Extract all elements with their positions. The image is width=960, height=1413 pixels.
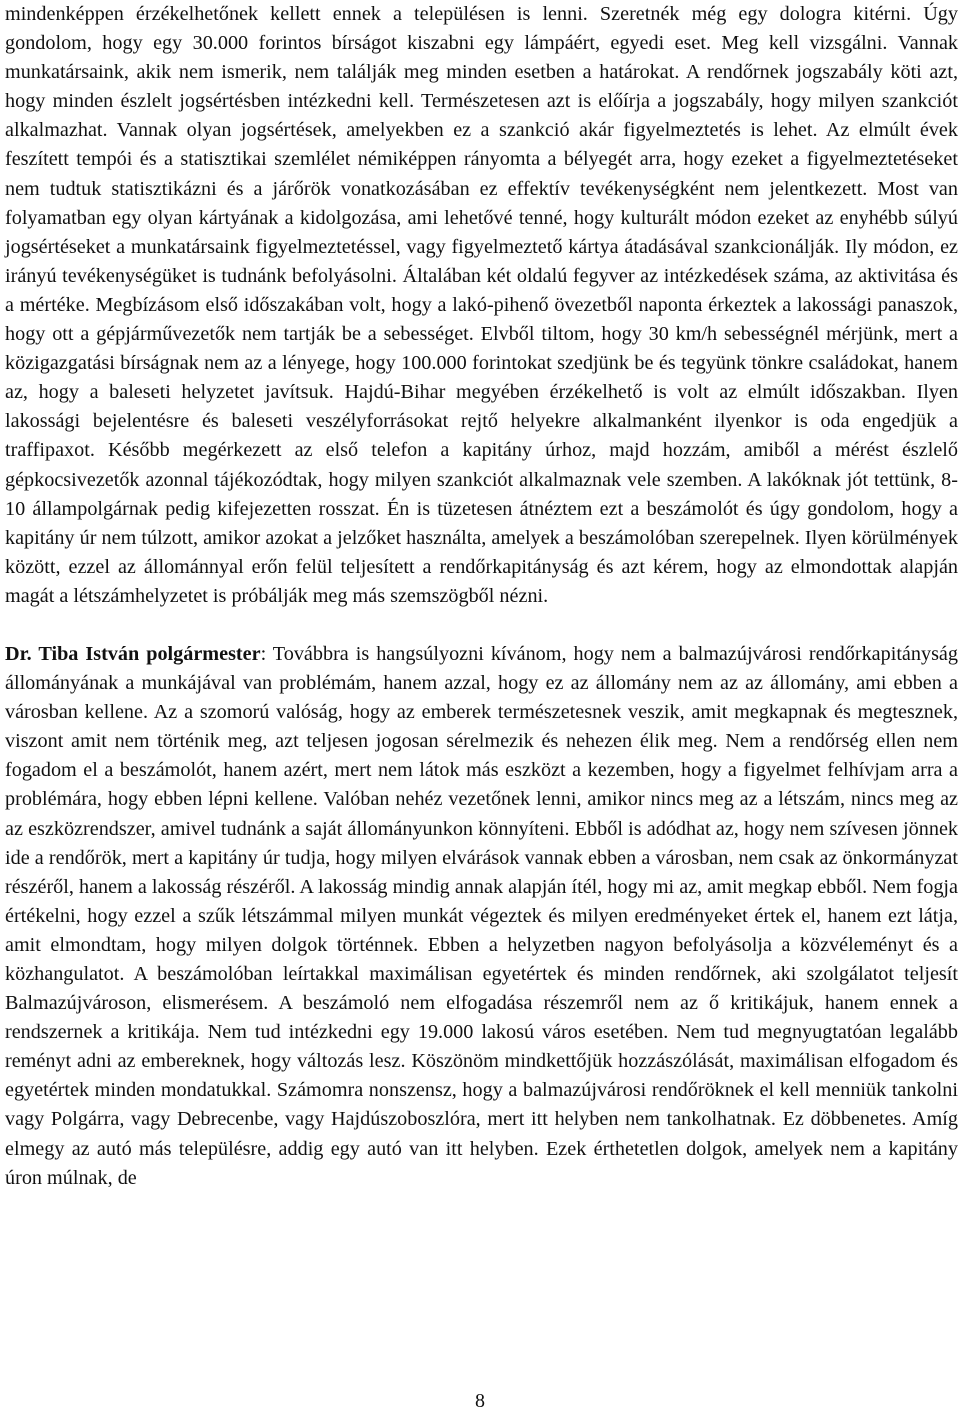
speaker-statement: Továbbra is hangsúlyozni kívánom, hogy nem a balmazújvárosi rendőrkapitányság állományának a munkájával van problémám, hanem azzal, hogy ez az állomány nem az az állomány, ami ebben a városban kellene. Az a szomorú valóság, hogy az emberek természetesnek veszik, amit megkapnak és megtesznek, viszont amit nem történik meg, azt teljesen jogosan sérelmezik és nehezen élik meg. Nem a rendőrség ellen nem fogadom el a beszámolót, hanem azért, mert nem látok más eszközt a kezemben, hogy a figyelmet felhívjam arra a problémára, hogy ebben lépni kellene. Valóban nehéz vezetőnek lenni, amikor nincs meg az a létszám, nincs meg az az eszközrendszer, amivel tudnánk a saját állományunkon könnyíteni. Ebből is adódhat az, hogy nem szívesen jönnek ide a rendőrök, mert a kapitány úr tudja, hogy milyen elvárások vannak ebben a városban, nem csak az önkormányzat részéről, hanem a lakosság részéről. A lakosság mindig annak alapján ítél, hogy mi az, amit megkap ebből. Nem fogja értékelni, hogy ezzel a szűk létszámmal milyen munkát végeztek és milyen eredményeket értek el, hanem ezt látja, amit elmondtam, hogy milyen dolgok történnek. Ebben a helyzetben nagyon befolyásolja a közvéleményt és a közhangulatot. A beszámolóban leírtakkal maximálisan egyetértek és minden rendőrnek, aki szolgálatot teljesít Balmazújvároson, elismerésem. A beszámoló nem elfogadása részemről nem az ő kritikájuk, hanem ennek a rendszernek a kritikája. Nem tud intézkedni egy 19.000 lakosú város esetében. Nem tud megnyugtatóan legalább reményt adni az embereknek, hogy változás lesz. Köszönöm mindkettőjük hozzászólását, maximálisan elfogadom és egyetértek minden mondatukkal. Számomra nonszensz, hogy a balmazújvárosi rendőröknek el kell menniük tankolni vagy Polgárra, vagy Debrecenbe, vagy Hajdúszoboszlóra, mert itt helyben nem tankolhatnak. Ez döbbenetes. Amíg elmegy az autó más településre, addig egy autó van itt helyben. Ezek érthetetlen dolgok, amelyek nem a kapitány úron múlnak, de bbox=[5, 642, 958, 1189]
document-page bbox=[5, 0, 958, 1193]
speaker-separator: : bbox=[260, 642, 267, 665]
speaker-paragraph bbox=[5, 640, 958, 1193]
page-number: 8 bbox=[475, 1390, 485, 1412]
speaker-name: Dr. Tiba István polgármester bbox=[5, 642, 261, 665]
body-paragraph: mindenképpen érzékelhetőnek kellett ennek a településen is lenni. Szeretnék még egy dologra kitérni. Úgy gondolom, hogy egy 30.000 forintos bírságot kiszabni egy lámpáért, egyedi eset. Meg kell vizsgálni. Vannak munkatársaink, akik nem ismerik, nem találják meg minden esetben a határokat. A rendőrnek jogszabály köti azt, hogy minden észlelt jogsértésben intézkedni kell. Természetesen azt is előírja a jogszabály, hogy milyen szankciót alkalmazhat. Vannak olyan jogsértések, amelyekben ez a szankció akár figyelmeztetés is lehet. Az elmúlt évek feszített tempói és a statisztikai szemlélet némiképpen rányomta a bélyegét arra, hogy ezeket a figyelmeztetéseket nem tudtuk statisztikázni és a járőrök vonatkozásában ez effektív tevékenységként nem jelentkezett. Most van folyamatban egy olyan kártyának a kidolgozása, ami lehetővé tenné, hogy kulturált módon ezeket az enyhébb súlyú jogsértéseket a munkatársaink figyelmeztetéssel, vagy figyelmeztető kártya átadásával szankcionálják. Ily módon, ez irányú tevékenységüket is tudnánk befolyásolni. Általában két oldalú fegyver az intézkedések száma, az aktivitása és a mértéke. Megbízásom első időszakában volt, hogy a lakó-pihenő övezetből naponta érkeztek a lakossági panaszok, hogy ott a gépjárművezetők nem tartják be a sebességet. Elvből tiltom, hogy 30 km/h sebességnél mérjünk, mert a közigazgatási bírságnak nem az a lényege, hogy 100.000 forintokat szedjünk be és tegyünk tönkre családokat, hanem az, hogy a baleseti helyzetet javítsuk. Hajdú-Bihar megyében érzékelhető is volt az elmúlt időszakban. Ilyen lakossági bejelentésre és baleseti veszélyforrásokat rejtő helyekre alkalmanként ilyenkor is oda engedjük a traffipaxot. Később megérkezett az első telefon a kapitány úrhoz, majd hozzám, amiből a mérést észlelő gépkocsivezetők azonnal tájékozódtak, hogy milyen szankciót alkalmaznak vele szemben. A lakóknak jót tettünk, 8-10 állampolgárnak pedig kifejezetten rosszat. Én is tüzetesen átnéztem ezt a beszámolót és úgy gondolom, hogy a kapitány úr nem túlzott, amikor azokat a jelzőket használta, amelyek a beszámolóban szerepelnek. Ilyen körülmények között, ezzel az állománnyal erőn felül teljesített a rendőrkapitányság és azt kérem, hogy az elmondottak alapján magát a létszámhelyzetet is próbálják meg más szemszögből nézni. bbox=[5, 3, 958, 607]
